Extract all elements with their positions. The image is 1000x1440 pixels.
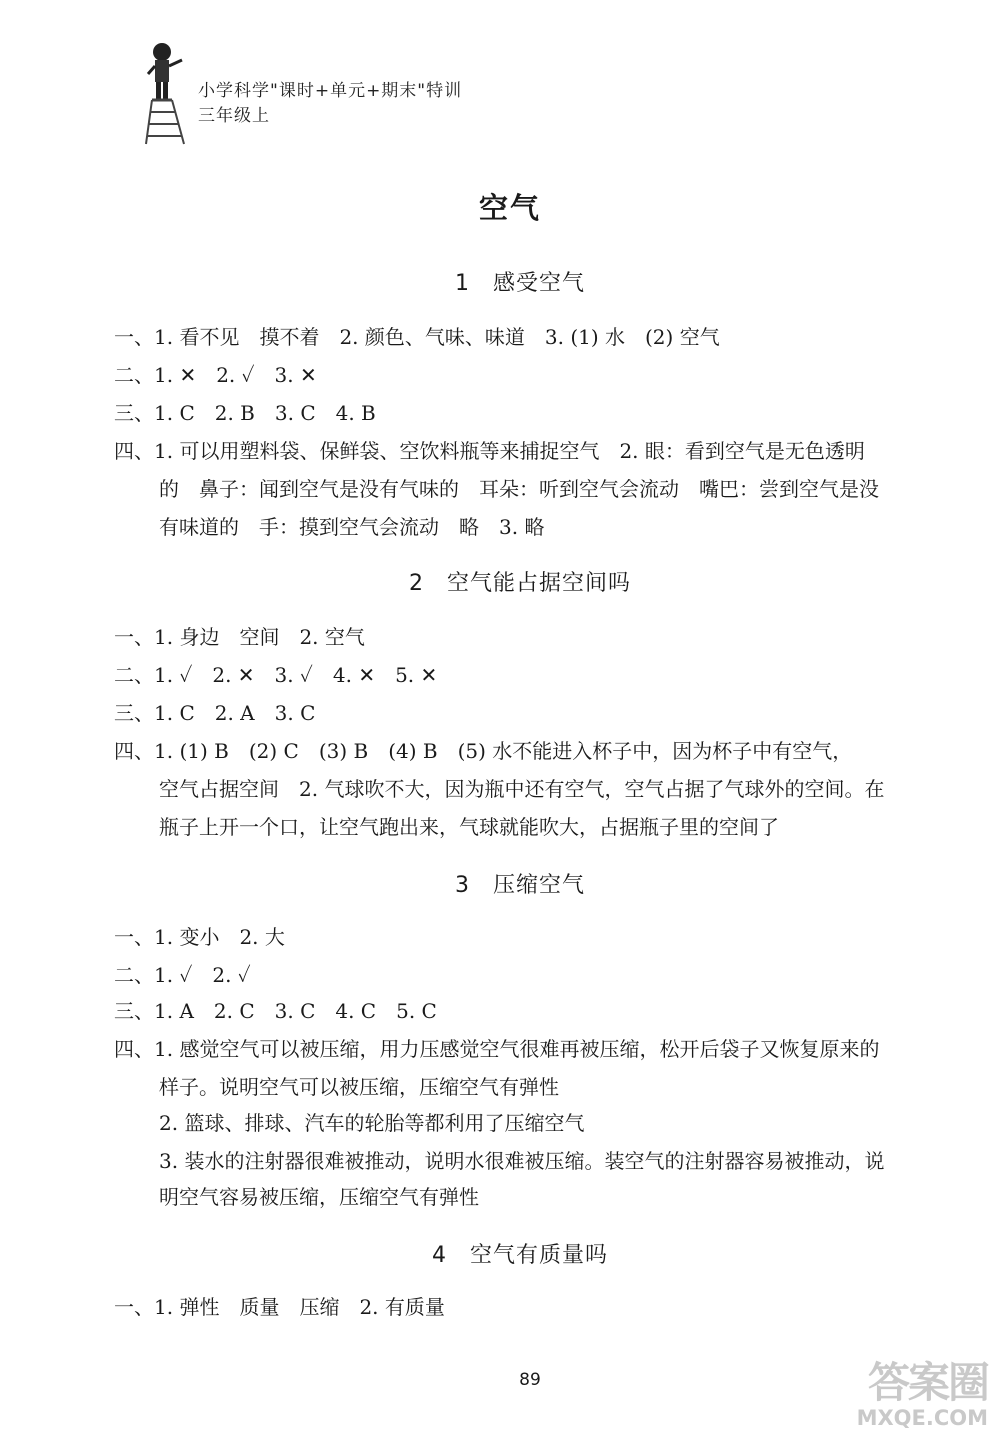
page-header — [138, 38, 558, 148]
answer-line: 四、1. 可以用塑料袋、保鲜袋、空饮料瓶等来捕捉空气 2. 眼：看到空气是无色透明 — [114, 439, 865, 463]
lesson-title: 1 感受空气 — [455, 271, 585, 296]
watermark — [838, 1350, 988, 1430]
answer-line: 2. 篮球、排球、汽车的轮胎等都利用了压缩空气 — [159, 1111, 585, 1135]
lesson-title: 2 空气能占据空间吗 — [409, 571, 631, 596]
unit-title: 空气 — [478, 191, 541, 225]
answer-line: 一、1. 看不见 摸不着 2. 颜色、气味、味道 3. (1) 水 (2) 空气 — [114, 325, 720, 349]
lesson-title: 4 空气有质量吗 — [432, 1243, 608, 1268]
book-grade: 三年级上 — [198, 106, 270, 126]
answer-line: 二、1. ✓ 2. ✓ — [114, 963, 251, 987]
kid-on-ladder-illustration — [138, 38, 198, 146]
answer-line: 明空气容易被压缩，压缩空气有弹性 — [159, 1185, 479, 1209]
answer-line: 一、1. 身边 空间 2. 空气 — [114, 625, 365, 649]
answer-line: 样子。说明空气可以被压缩，压缩空气有弹性 — [159, 1075, 559, 1099]
answer-line: 三、1. C 2. A 3. C — [114, 701, 316, 725]
answer-line: 二、1. ✓ 2. ✕ 3. ✓ 4. ✕ 5. ✕ — [114, 663, 438, 687]
page-number: 89 — [519, 1370, 541, 1390]
answer-line: 瓶子上开一个口，让空气跑出来，气球就能吹大，占据瓶子里的空间了 — [159, 815, 779, 839]
answer-line: 一、1. 变小 2. 大 — [114, 925, 285, 949]
answer-line: 一、1. 弹性 质量 压缩 2. 有质量 — [114, 1295, 445, 1319]
answer-line: 三、1. A 2. C 3. C 4. C 5. C — [114, 999, 437, 1023]
watermark-logo: 答案圈 — [867, 1358, 988, 1407]
book-title: 小学科学"课时+单元+期末"特训 — [198, 81, 463, 101]
answer-line: 3. 装水的注射器很难被推动，说明水很难被压缩。装空气的注射器容易被推动，说 — [159, 1149, 885, 1173]
answer-line: 有味道的 手：摸到空气会流动 略 3. 略 — [159, 515, 545, 539]
answer-line: 三、1. C 2. B 3. C 4. B — [114, 401, 376, 425]
answer-line: 的 鼻子：闻到空气是没有气味的 耳朵：听到空气会流动 嘴巴：尝到空气是没 — [159, 477, 879, 501]
answer-line: 四、1. 感觉空气可以被压缩，用力压感觉空气很难再被压缩，松开后袋子又恢复原来的 — [114, 1037, 880, 1061]
watermark-url: MXQE.COM — [856, 1406, 988, 1430]
answer-line: 空气占据空间 2. 气球吹不大，因为瓶中还有空气，空气占据了气球外的空间。在 — [159, 777, 885, 801]
answer-line: 四、1. (1) B (2) C (3) B (4) B (5) 水不能进入杯子中，因为杯子中有空气， — [114, 739, 853, 763]
answer-line: 二、1. ✕ 2. ✓ 3. ✕ — [114, 363, 317, 387]
lesson-title: 3 压缩空气 — [455, 873, 585, 898]
